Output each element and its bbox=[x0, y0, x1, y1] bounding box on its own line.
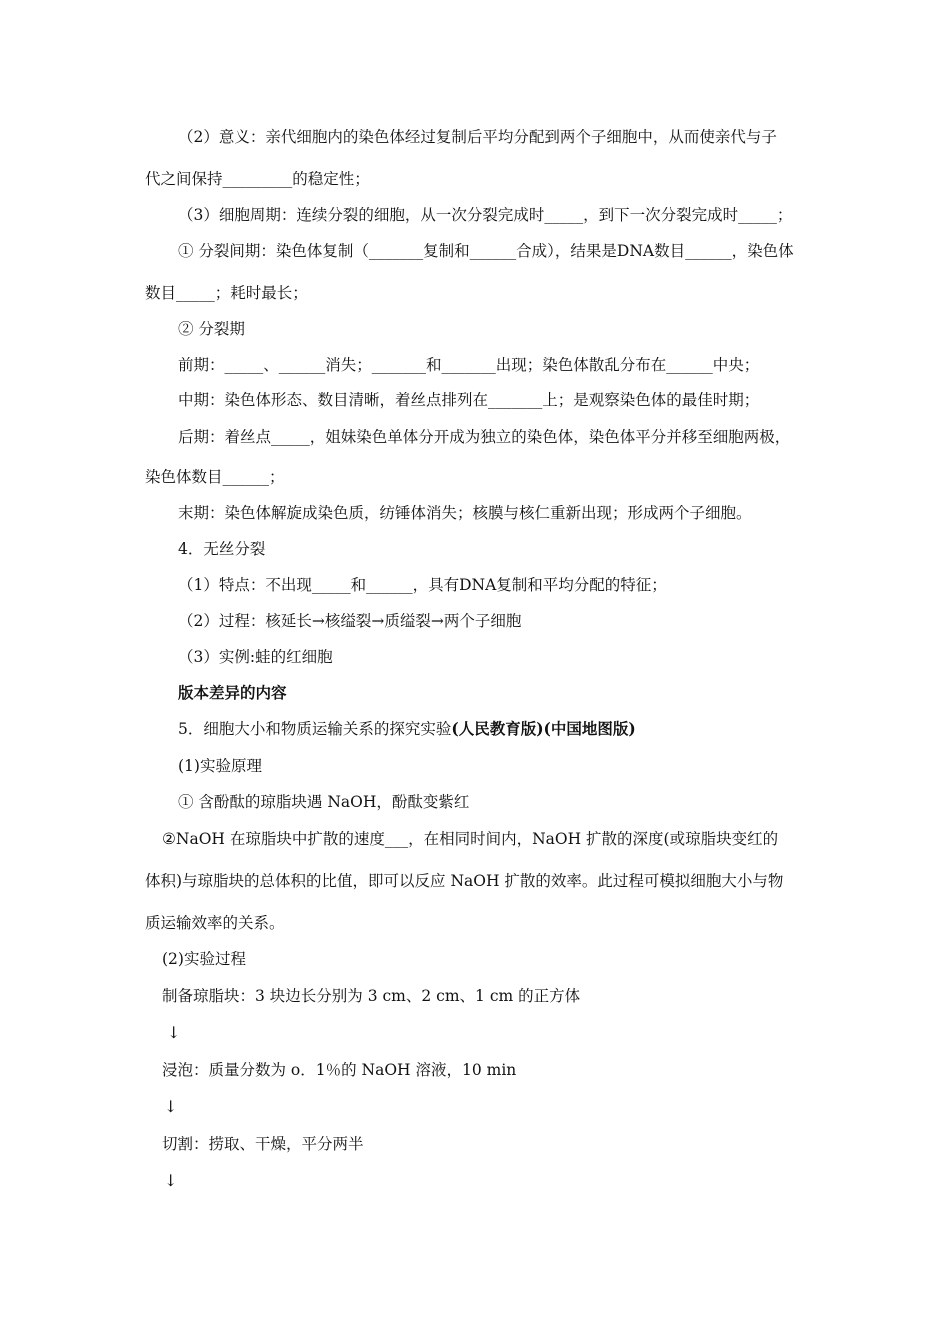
text-line: 体积)与琼脂块的总体积的比值，即可以反应 NaOH 扩散的效率。此过程可模拟细胞大小与物 bbox=[145, 872, 784, 890]
text-line: ②NaOH 在琼脂块中扩散的速度___，在相同时间内，NaOH 扩散的深度(或琼脂块变红的 bbox=[162, 830, 779, 848]
flow-step: 浸泡：质量分数为 o．1％的 NaOH 溶液，10 min bbox=[162, 1061, 517, 1079]
down-arrow-icon: ↓ bbox=[167, 1023, 181, 1042]
down-arrow-icon: ↓ bbox=[164, 1171, 178, 1190]
text-line: 中期：染色体形态、数目清晰，着丝点排列在_______上；是观察染色体的最佳时期； bbox=[178, 391, 760, 409]
text-line: 染色体数目______； bbox=[145, 468, 285, 486]
text-line: （2）意义：亲代细胞内的染色体经过复制后平均分配到两个子细胞中，从而使亲代与子 bbox=[178, 128, 777, 146]
experiment-title: 5．细胞大小和物质运输关系的探究实验 bbox=[178, 720, 452, 738]
text-line: （1）特点：不出现_____和______，具有DNA复制和平均分配的特征； bbox=[178, 576, 667, 594]
text-line: 后期：着丝点_____，姐妹染色单体分开成为独立的染色体，染色体平分并移至细胞两极， bbox=[178, 428, 791, 446]
subsection-heading: (2)实验过程 bbox=[162, 950, 246, 968]
edition-label: (人民教育版)(中国地图版) bbox=[451, 719, 636, 738]
text-line: 代之间保持_________的稳定性； bbox=[145, 170, 370, 188]
text-line: 数目_____；耗时最长； bbox=[145, 284, 308, 302]
down-arrow-icon: ↓ bbox=[164, 1097, 178, 1116]
text-line: （3）实例:蛙的红细胞 bbox=[178, 648, 333, 666]
text-line: ② 分裂期 bbox=[178, 320, 245, 338]
section-heading: 4．无丝分裂 bbox=[178, 540, 266, 558]
bold-heading: 版本差异的内容 bbox=[178, 683, 287, 702]
flow-step: 制备琼脂块：3 块边长分别为 3 cm、2 cm、1 cm 的正方体 bbox=[162, 987, 581, 1005]
text-line: 质运输效率的关系。 bbox=[145, 914, 285, 932]
text-line: ① 含酚酞的琼脂块遇 NaOH，酚酞变紫红 bbox=[178, 793, 470, 811]
flow-step: 切割：捞取、干燥，平分两半 bbox=[162, 1135, 364, 1153]
text-line: 末期：染色体解旋成染色质，纺锤体消失；核膜与核仁重新出现；形成两个子细胞。 bbox=[178, 504, 752, 522]
text-line: 前期：_____、______消失；_______和_______出现；染色体散乱分布在______中央； bbox=[178, 356, 760, 374]
text-line: （2）过程：核延长→核缢裂→质缢裂→两个子细胞 bbox=[178, 612, 522, 630]
subsection-heading: (1)实验原理 bbox=[178, 757, 262, 775]
text-line: （3）细胞周期：连续分裂的细胞，从一次分裂完成时_____，到下一次分裂完成时_____； bbox=[178, 206, 793, 224]
section-heading bbox=[178, 718, 636, 740]
text-line: ① 分裂间期：染色体复制（_______复制和______合成），结果是DNA数目______，染色体 bbox=[178, 242, 794, 260]
